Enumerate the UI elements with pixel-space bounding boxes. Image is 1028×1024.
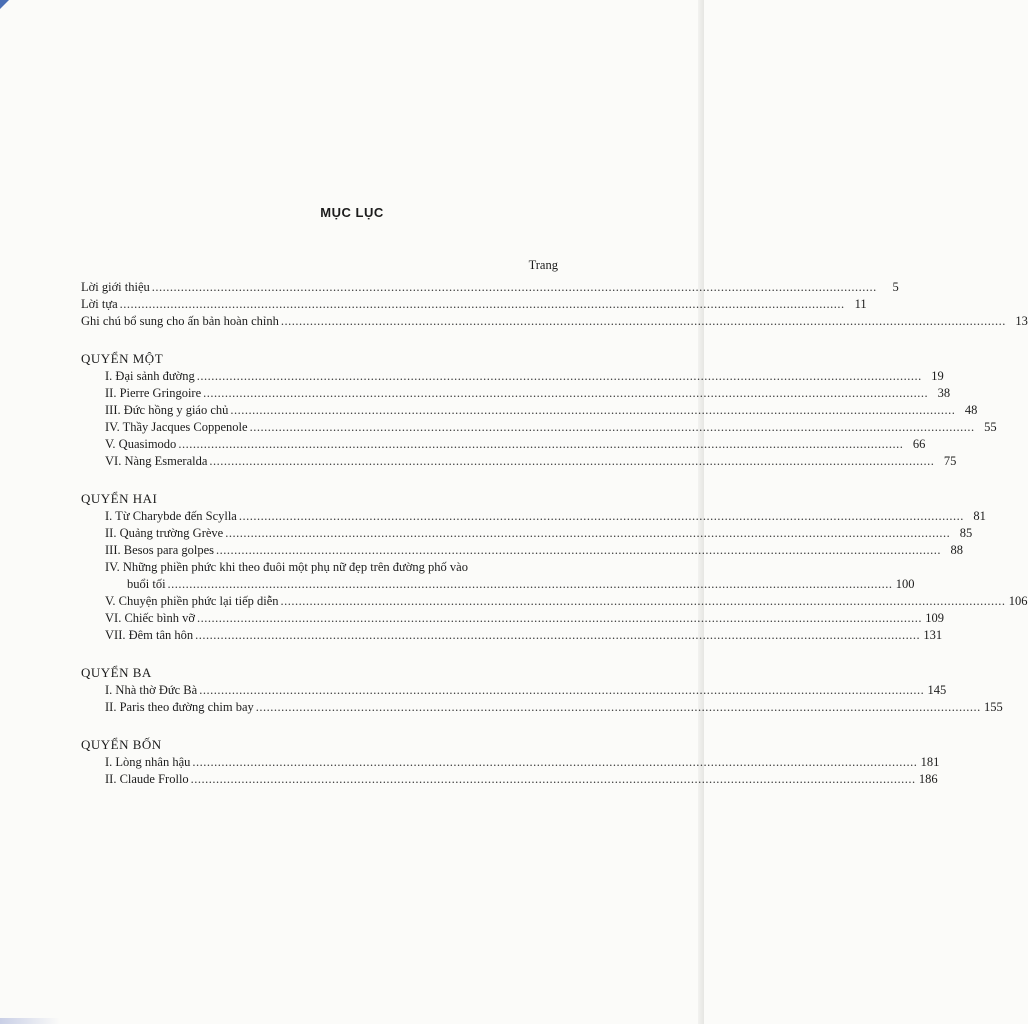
dot-leader: ........................................................................................................................................................................................................ bbox=[195, 628, 921, 642]
toc-entry-title: Ghi chú bổ sung cho ấn bản hoàn chỉnh bbox=[81, 314, 279, 328]
toc-entry[interactable] bbox=[81, 771, 938, 788]
dot-leader: ........................................................................................................................................................................................................ bbox=[190, 772, 916, 786]
dot-leader: ........................................................................................................................................................................................................ bbox=[203, 386, 929, 400]
dot-leader: ........................................................................................................................................................................................................ bbox=[199, 683, 925, 697]
toc-entry[interactable] bbox=[81, 542, 963, 559]
toc-entry[interactable] bbox=[81, 593, 1028, 610]
toc-entry-page: 85 bbox=[959, 526, 973, 540]
book-heading: QUYỂN HAI bbox=[81, 491, 158, 506]
toc-entry-title: Lời tựa bbox=[81, 297, 118, 311]
dot-leader: ........................................................................................................................................................................................................ bbox=[249, 420, 975, 434]
book-heading: QUYỂN MỘT bbox=[81, 351, 164, 366]
toc-entry[interactable] bbox=[81, 610, 944, 627]
toc-entry-title: II. Paris theo đường chim bay bbox=[105, 700, 254, 714]
toc-entry-title: IV. Những phiền phức khi theo đuôi một phụ nữ đẹp trên đường phố vào bbox=[105, 560, 468, 574]
toc-entry-page: 106 bbox=[1008, 594, 1028, 608]
toc-entry-title: VII. Đêm tân hôn bbox=[105, 628, 194, 642]
toc-entry-page: 11 bbox=[854, 297, 867, 311]
dot-leader: ........................................................................................................................................................................................................ bbox=[238, 509, 964, 523]
toc-entry[interactable] bbox=[81, 385, 951, 402]
toc-entry[interactable] bbox=[81, 296, 867, 313]
dot-leader: ........................................................................................................................................................................................................ bbox=[209, 454, 935, 468]
dot-leader: ........................................................................................................................................................................................................ bbox=[192, 755, 918, 769]
toc-entry-title: V. Chuyện phiền phức lại tiếp diễn bbox=[105, 594, 279, 608]
dot-leader: ........................................................................................................................................................................................................ bbox=[280, 314, 1006, 328]
toc-entry[interactable] bbox=[81, 436, 926, 453]
toc-entry-title: II. Claude Frollo bbox=[105, 772, 189, 786]
toc-entry-first-line[interactable] bbox=[81, 559, 558, 576]
book-section bbox=[81, 736, 940, 788]
toc-entry-page: 19 bbox=[931, 369, 944, 383]
toc-entry[interactable] bbox=[81, 402, 978, 419]
toc-entry[interactable] bbox=[81, 419, 997, 436]
toc-entry-title-continued: buổi tối bbox=[127, 577, 166, 591]
toc-entry-title: I. Đại sảnh đường bbox=[105, 369, 195, 383]
book-section bbox=[81, 664, 1003, 716]
dot-leader: ........................................................................................................................................................................................................ bbox=[225, 526, 951, 540]
toc-entry-page: 81 bbox=[973, 509, 986, 523]
toc-entry-title: VI. Chiếc bình vỡ bbox=[105, 611, 195, 625]
toc-entry[interactable] bbox=[81, 453, 957, 470]
dot-leader: ........................................................................................................................................................................................................ bbox=[216, 543, 941, 557]
toc-entry-title: II. Quảng trường Grève bbox=[105, 526, 224, 540]
toc-entry[interactable] bbox=[81, 508, 986, 525]
toc-entry-page: 5 bbox=[892, 280, 899, 294]
dot-leader: ........................................................................................................................................................................................................ bbox=[196, 611, 922, 625]
toc-entry-page: 75 bbox=[943, 454, 957, 468]
toc-entry-page: 155 bbox=[984, 700, 1003, 714]
toc-entry-page: 13 bbox=[1015, 314, 1028, 328]
book-section bbox=[81, 490, 1028, 644]
toc-entry-page: 145 bbox=[927, 683, 947, 697]
dot-leader: ........................................................................................................................................................................................................ bbox=[196, 369, 922, 383]
toc-entry-title: II. Pierre Gringoire bbox=[105, 386, 202, 400]
toc-entry-page: 186 bbox=[918, 772, 938, 786]
toc-entry[interactable] bbox=[81, 313, 1028, 330]
toc-entry-title: III. Đức hồng y giáo chủ bbox=[105, 403, 229, 417]
toc-entry-title: Lời giới thiệu bbox=[81, 280, 150, 294]
toc-entry-page: 88 bbox=[950, 543, 963, 557]
toc-entry-page: 100 bbox=[895, 577, 915, 591]
toc-entry-page: 48 bbox=[964, 403, 978, 417]
toc-entry-title: IV. Thầy Jacques Coppenole bbox=[105, 420, 248, 434]
dot-leader: ........................................................................................................................................................................................................ bbox=[280, 594, 1006, 608]
toc-entry[interactable] bbox=[81, 754, 940, 771]
toc-entry-title: III. Besos para golpes bbox=[105, 543, 214, 557]
page-column-label: Trang bbox=[528, 258, 558, 272]
dot-leader: ........................................................................................................................................................................................................ bbox=[167, 577, 893, 591]
dot-leader: ........................................................................................................................................................................................................ bbox=[230, 403, 956, 417]
toc-entry-page: 109 bbox=[925, 611, 944, 625]
toc-entry[interactable] bbox=[81, 525, 973, 542]
page-title: MỤC LỤC bbox=[320, 205, 384, 220]
toc-entry-title: I. Nhà thờ Đức Bà bbox=[105, 683, 198, 697]
toc-entry-page: 131 bbox=[923, 628, 943, 642]
toc-entry[interactable] bbox=[81, 682, 947, 699]
toc-entry-title: I. Từ Charybde đến Scylla bbox=[105, 509, 237, 523]
front-matter bbox=[81, 279, 1028, 330]
dot-leader: ........................................................................................................................................................................................................ bbox=[178, 437, 904, 451]
toc-entry-page: 38 bbox=[937, 386, 951, 400]
table-of-contents bbox=[81, 279, 1028, 788]
toc-entry-page: 66 bbox=[912, 437, 926, 451]
book-heading: QUYỂN BA bbox=[81, 665, 152, 680]
toc-entry-title: VI. Nàng Esmeralda bbox=[105, 454, 208, 468]
dot-leader: ........................................................................................................................................................................................................ bbox=[255, 700, 981, 714]
toc-entry-page: 55 bbox=[984, 420, 997, 434]
toc-entry[interactable] bbox=[81, 627, 943, 644]
toc-entry[interactable] bbox=[81, 576, 915, 593]
scan-smudge bbox=[0, 1018, 60, 1024]
book-section bbox=[81, 350, 997, 470]
toc-entry[interactable] bbox=[81, 368, 944, 385]
toc-entry[interactable] bbox=[81, 699, 1003, 716]
toc-entry[interactable] bbox=[81, 279, 899, 296]
dot-leader: ........................................................................................................................................................................................................ bbox=[151, 280, 877, 294]
book-heading: QUYỂN BỐN bbox=[81, 737, 162, 752]
toc-entry-title: I. Lòng nhân hậu bbox=[105, 755, 191, 769]
toc-entry-title: V. Quasimodo bbox=[105, 437, 177, 451]
dot-leader: ........................................................................................................................................................................................................ bbox=[119, 297, 845, 311]
toc-entry-page: 181 bbox=[920, 755, 940, 769]
corner-mark bbox=[0, 0, 9, 9]
